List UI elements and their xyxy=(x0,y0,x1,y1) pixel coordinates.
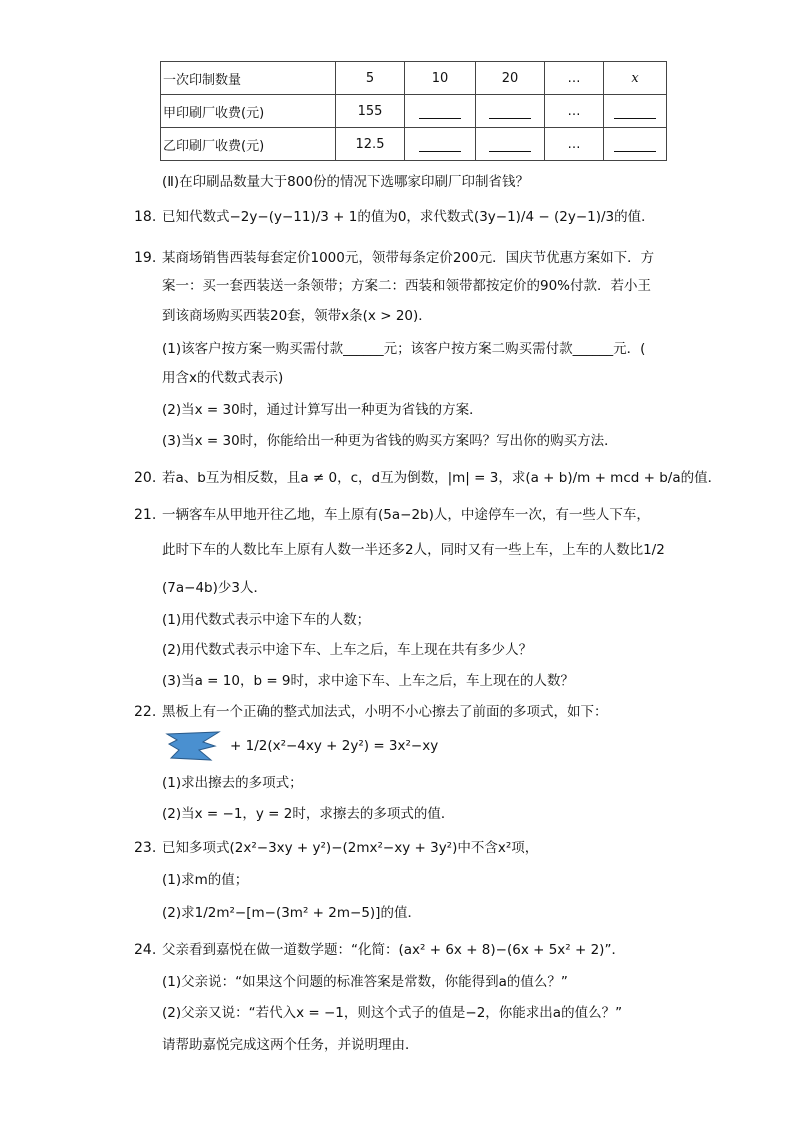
question-23-part-1: (1)求m的值； xyxy=(162,872,249,888)
question-number: 22. xyxy=(134,704,157,720)
question-19-text: 某商场销售西装每套定价1000元，领带每条定价200元．国庆节优惠方案如下．方 xyxy=(162,250,655,266)
question-22-part-2: (2)当x = −1，y = 2时，求擦去的多项式的值． xyxy=(162,806,455,822)
table-cell: 12.5 xyxy=(336,128,405,161)
question-19-text: 到该商场购买西装20套，领带x条(x > 20)． xyxy=(162,308,432,324)
question-21-part-3: (3)当a = 10，b = 9时，求中途下车、上车之后，车上现在的人数？ xyxy=(162,673,575,689)
question-number: 24. xyxy=(134,942,157,958)
table-row xyxy=(161,128,667,161)
question-21-text: 一辆客车从甲地开往乙地，车上原有(5a−2b)人，中途停车一次，有一些人下车， xyxy=(162,507,650,523)
question-24-instruction: 请帮助嘉悦完成这两个任务，并说明理由． xyxy=(162,1037,419,1053)
question-19-part-2: (2)当x = 30时，通过计算写出一种更为省钱的方案． xyxy=(162,402,483,418)
table-cell: … xyxy=(545,95,604,128)
table-header-cell: x xyxy=(604,62,667,95)
table-row-label: 乙印刷厂收费(元) xyxy=(161,128,336,161)
question-23-part-2: (2)求1/2m²−[m−(3m² + 2m−5)]的值． xyxy=(162,905,421,921)
table-cell-blank xyxy=(405,95,476,128)
question-19-part-3: (3)当x = 30时，你能给出一种更为省钱的购买方案吗？写出你的购买方法． xyxy=(162,433,618,449)
question-number: 19. xyxy=(134,250,157,266)
question-22-part-1: (1)求出擦去的多项式； xyxy=(162,775,303,791)
question-19-part-1: 用含x的代数式表示) xyxy=(162,370,284,386)
printing-fee-table xyxy=(160,61,667,161)
question-21-text: (7a−4b)少3人． xyxy=(162,580,267,596)
table-cell-blank xyxy=(405,128,476,161)
question-17-part-2: (Ⅱ)在印刷品数量大于800份的情况下选哪家印刷厂印制省钱？ xyxy=(162,174,529,190)
question-19-part-1: (1)该客户按方案一购买需付款______元；该客户按方案二购买需付款______元．( xyxy=(162,341,646,357)
table-header-cell: 5 xyxy=(336,62,405,95)
question-21-part-1: (1)用代数式表示中途下车的人数； xyxy=(162,612,371,628)
question-24-part-2: (2)父亲又说：“若代入x = −1，则这个式子的值是−2，你能求出a的值么？” xyxy=(162,1005,623,1021)
question-22-text: 黑板上有一个正确的整式加法式，小明不小心擦去了前面的多项式，如下： xyxy=(162,704,608,720)
table-header-cell: 10 xyxy=(405,62,476,95)
table-row xyxy=(161,62,667,95)
question-24-text: 父亲看到嘉悦在做一道数学题：“化简：(ax² + 6x + 8)−(6x + 5x² + 2)”． xyxy=(162,942,625,958)
question-number: 18. xyxy=(134,209,157,225)
erased-polynomial-shape xyxy=(165,730,221,762)
table-cell-blank xyxy=(476,128,545,161)
question-19-text: 案一：买一套西装送一条领带；方案二：西装和领带都按定价的90%付款．若小王 xyxy=(162,278,652,294)
question-20-text: 若a、b互为相反数，且a ≠ 0，c，d互为倒数，|m| = 3，求(a + b)/m + mcd + b/a的值． xyxy=(162,470,722,486)
table-cell: 155 xyxy=(336,95,405,128)
table-row xyxy=(161,95,667,128)
table-row-label: 甲印刷厂收费(元) xyxy=(161,95,336,128)
question-number: 23. xyxy=(134,840,157,856)
question-number: 20. xyxy=(134,470,157,486)
question-24-part-1: (1)父亲说：“如果这个问题的标准答案是常数，你能得到a的值么？” xyxy=(162,974,568,990)
table-header-cell: 20 xyxy=(476,62,545,95)
table-cell-blank xyxy=(604,95,667,128)
question-21-text: 此时下车的人数比车上原有人数一半还多2人，同时又有一些上车，上车的人数比1/2 xyxy=(162,542,665,558)
question-number: 21. xyxy=(134,507,157,523)
question-21-part-2: (2)用代数式表示中途下车、上车之后，车上现在共有多少人？ xyxy=(162,642,533,658)
question-22-equation: + 1/2(x²−4xy + 2y²) = 3x²−xy xyxy=(230,738,439,754)
table-cell-blank xyxy=(476,95,545,128)
table-cell: … xyxy=(545,128,604,161)
question-18-text: 已知代数式−2y−(y−11)/3 + 1的值为0，求代数式(3y−1)/4 − (2y−1)/3的值． xyxy=(162,209,655,225)
table-header-cell: 一次印制数量 xyxy=(161,62,336,95)
table-cell-blank xyxy=(604,128,667,161)
question-23-text: 已知多项式(2x²−3xy + y²)−(2mx²−xy + 3y²)中不含x²项， xyxy=(162,840,539,856)
table-header-cell: … xyxy=(545,62,604,95)
